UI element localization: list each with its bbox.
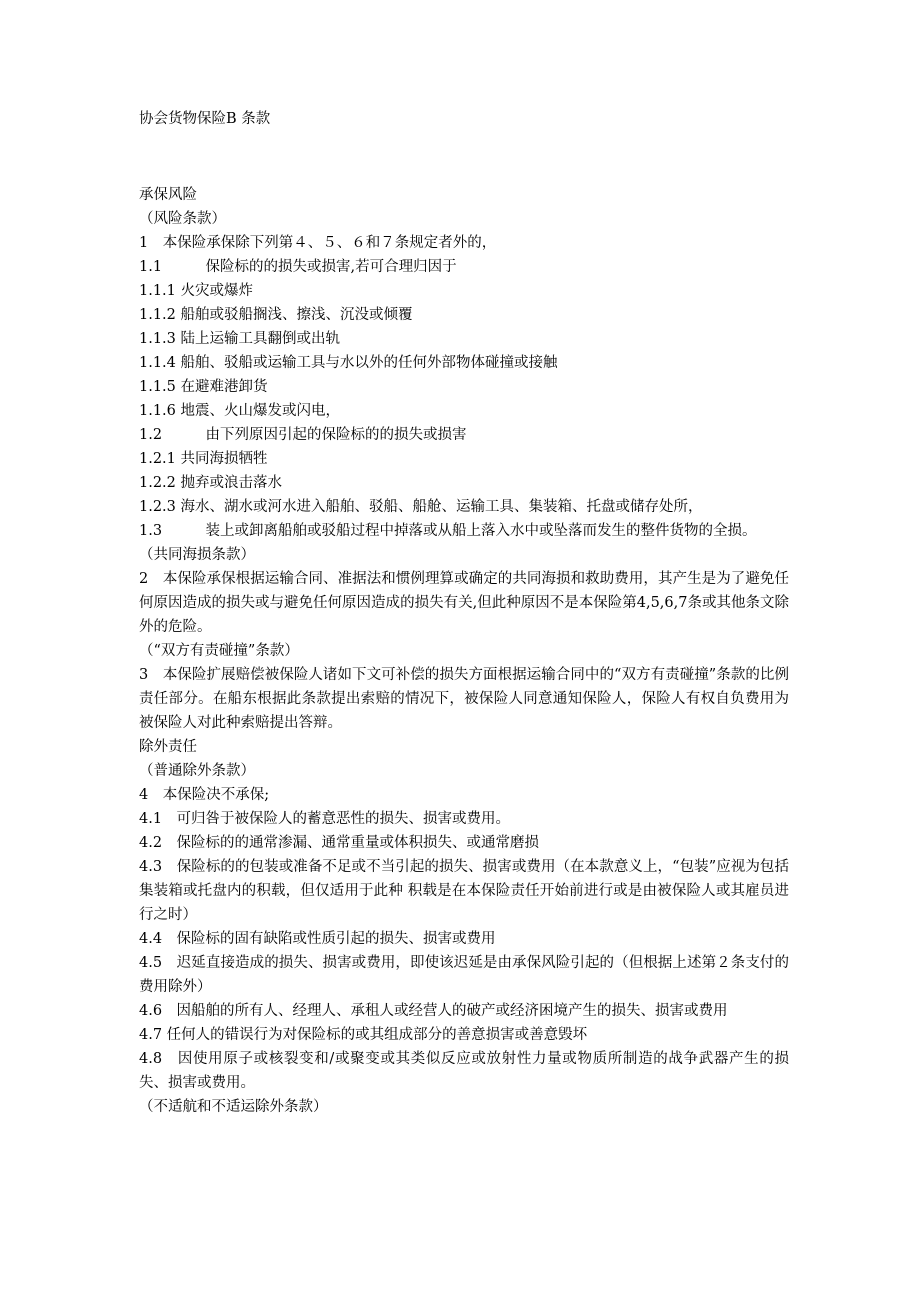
general-exclusions-heading: （普通除外条款） bbox=[139, 763, 255, 779]
clause-4: 4 本保险决不承保; bbox=[139, 787, 270, 803]
clause-1-1-1: 1.1.1 火灾或爆炸 bbox=[139, 283, 254, 299]
clause-1-1-6: 1.1.6 地震、火山爆发或闪电， bbox=[139, 403, 341, 419]
clause-3: 3 本保险扩展赔偿被保险人诸如下文可补偿的损失方面根据运输合同中的“双方有责碰撞”条款的比例责任部分。在船东根据此条款提出索赔的情况下，被保险人同意通知保险人，保险人有权自负费用为被保险人对此种索赔提出答辩。 bbox=[139, 667, 789, 731]
clause-4-2: 4.2 保险标的的通常渗漏、通常重量或体积损失、或通常磨损 bbox=[139, 835, 540, 851]
clause-1-1-5: 1.1.5 在避难港卸货 bbox=[139, 379, 268, 395]
collision-clause-heading: （“双方有责碰撞”条款） bbox=[139, 643, 299, 659]
clause-1-1-4: 1.1.4 船舶、驳船或运输工具与水以外的任何外部物体碰撞或接触 bbox=[139, 355, 558, 371]
general-average-clause-heading: （共同海损条款） bbox=[139, 547, 255, 563]
clause-4-1: 4.1 可归咎于被保险人的蓄意恶性的损失、损害或费用。 bbox=[139, 811, 511, 827]
clause-1-3: 1.3 装上或卸离船舶或驳船过程中掉落或从船上落入水中或坠落而发生的整件货物的全损。 bbox=[139, 523, 757, 539]
clause-4-5: 4.5 迟延直接造成的损失、损害或费用，即使该迟延是由承保风险引起的（但根据上述第２条支付的费用除外） bbox=[139, 955, 789, 995]
clause-1-1: 1.1 保险标的的损失或损害,若可合理归因于 bbox=[139, 259, 457, 275]
unseaworthiness-clause-heading: （不适航和不适运除外条款） bbox=[139, 1099, 328, 1115]
clause-1-2: 1.2 由下列原因引起的保险标的的损失或损害 bbox=[139, 427, 467, 443]
clause-4-8: 4.8 因使用原子或核裂变和/或聚变或其类似反应或放射性力量或物质所制造的战争武器产生的损失、损害或费用。 bbox=[139, 1051, 789, 1091]
clause-1-2-1: 1.2.1 共同海损牺牲 bbox=[139, 451, 268, 467]
clause-4-6: 4.6 因船舶的所有人、经理人、承租人或经营人的破产或经济困境产生的损失、损害或费用 bbox=[139, 1003, 728, 1019]
document-title: 协会货物保险B 条款 bbox=[139, 111, 271, 127]
clause-4-3: 4.3 保险标的的包装或准备不足或不当引起的损失、损害或费用（在本款意义上，“包装”应视为包括集装箱或托盘内的积载，但仅适用于此种 积载是在本保险责任开始前进行或是由被保险人或其雇员进行之时） bbox=[139, 859, 789, 923]
document-page bbox=[139, 107, 789, 1119]
clause-1-2-2: 1.2.2 抛弃或浪击落水 bbox=[139, 475, 283, 491]
clause-1-2-3: 1.2.3 海水、湖水或河水进入船舶、驳船、船舱、运输工具、集装箱、托盘或储存处所， bbox=[139, 499, 703, 515]
clause-4-7: 4.7 任何人的错误行为对保险标的或其组成部分的善意损害或善意毁坏 bbox=[139, 1027, 588, 1043]
clause-4-4: 4.4 保险标的固有缺陷或性质引起的损失、损害或费用 bbox=[139, 931, 496, 947]
clause-1-1-2: 1.1.2 船舶或驳船搁浅、擦浅、沉没或倾覆 bbox=[139, 307, 413, 323]
section-heading-exclusions: 除外责任 bbox=[139, 739, 197, 755]
section-heading-covered-risks: 承保风险 bbox=[139, 187, 197, 203]
clause-1: 1 本保险承保除下列第４、５、６和７条规定者外的， bbox=[139, 235, 497, 251]
clause-2: 2 本保险承保根据运输合同、准据法和惯例理算或确定的共同海损和救助费用，其产生是为了避免任何原因造成的损失或与避免任何原因造成的损失有关,但此种原因不是本保险第4,5,6,7条或其他条文除外的危险。 bbox=[139, 571, 789, 635]
clause-1-1-3: 1.1.3 陆上运输工具翻倒或出轨 bbox=[139, 331, 341, 347]
risks-clause-heading: （风险条款） bbox=[139, 211, 226, 227]
